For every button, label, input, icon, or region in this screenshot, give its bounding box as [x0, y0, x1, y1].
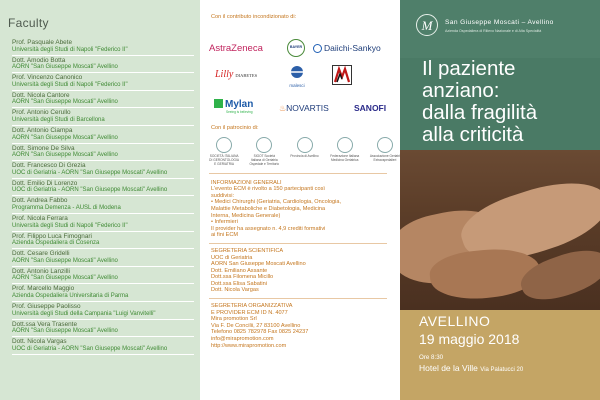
divider — [12, 125, 194, 126]
divider — [209, 173, 387, 174]
daiichi-logo: Daiichi-Sankyo — [313, 43, 381, 53]
text-line: info@mirapromotion.com — [211, 336, 274, 343]
emblem-icon — [297, 137, 313, 153]
text-line: Interna, Medicina Generale) — [211, 212, 281, 219]
faculty-name: Prof. Nicola Ferrara — [12, 214, 68, 222]
organizzativa-heading-2: E PROVIDER ECM ID N. 4077 — [211, 309, 288, 316]
event-venue: Hotel de la Ville Via Palatucci 20 — [419, 363, 524, 373]
text-line: ai fini ECM — [211, 232, 239, 239]
faculty-name: Prof. Vincenzo Canonico — [12, 74, 83, 82]
divider — [12, 107, 194, 108]
patrocinio-label: Provincia di Avellino — [290, 154, 319, 159]
patrocinio-logos — [209, 137, 400, 166]
emblem-icon — [377, 137, 393, 153]
malesci-logo: malesci — [285, 65, 309, 85]
text-line: UOC di Geriatria — [211, 254, 253, 261]
list-item — [7, 285, 200, 302]
divider — [12, 336, 194, 337]
hospital-name: San Giuseppe Moscati – Avellino — [445, 19, 554, 26]
faculty-name: Dott. Antonio Ciampa — [12, 126, 73, 134]
faculty-affiliation: Programma Demenza - AUSL di Modena — [12, 204, 121, 211]
sanofi-logo: SANOFI — [354, 102, 387, 113]
text-line: • Infermieri — [211, 219, 238, 226]
text-line: • Medici Chirurghi (Geriatria, Cardiologia, Oncologia, — [211, 199, 342, 206]
emblem-icon — [216, 137, 232, 153]
daiichi-mark-icon — [313, 44, 322, 53]
faculty-affiliation: AORN "San Giuseppe Moscati" Avellino — [12, 328, 118, 335]
list-item — [7, 127, 200, 144]
text-line: Telefono 0825 782978 Fax 0825 24237 — [211, 329, 309, 336]
divider — [12, 266, 194, 267]
faculty-name: Dott. Nicola Vargas — [12, 338, 67, 346]
info-text — [211, 186, 400, 239]
divider — [209, 243, 387, 244]
faculty-name: Prof. Giuseppe Paolisso — [12, 302, 81, 310]
divider — [12, 301, 194, 302]
scientifica-heading: SEGRETERIA SCIENTIFICA — [211, 247, 284, 254]
patrocinio-label: SOCIETÀ ITALIANA DI GERONTOLOGIA E GERIATRIA — [209, 154, 240, 166]
faculty-affiliation: Università degli Studi di Napoli "Federico II" — [12, 81, 128, 88]
list-item — [7, 180, 200, 197]
emblem-icon — [337, 137, 353, 153]
list-item — [7, 321, 200, 338]
faculty-name: Dott. Andrea Fabbo — [12, 197, 68, 205]
faculty-panel — [0, 0, 200, 400]
emblem-icon — [256, 137, 272, 153]
faculty-name: Dott. Cesare Gridelli — [12, 250, 70, 258]
list-item — [7, 215, 200, 232]
list-item — [7, 109, 200, 126]
hospital-subtitle: Azienda Ospedaliera di Rilievo Nazionale e di Alta Specialità — [445, 29, 542, 33]
text-line: Dott.ssa Filomena Micillo — [211, 274, 274, 281]
faculty-name: Prof. Marcello Maggio — [12, 285, 75, 293]
event-date: 19 maggio 2018 — [419, 331, 520, 347]
info-panel — [200, 0, 400, 400]
list-item — [7, 39, 200, 56]
faculty-list — [7, 39, 200, 355]
patrocinio-item — [209, 137, 239, 166]
faculty-affiliation: AORN "San Giuseppe Moscati" Avellino — [12, 275, 118, 282]
list-item — [7, 303, 200, 320]
patrocinio-label: Associazione Geriatri Extraospedalieri — [369, 154, 400, 162]
divider — [12, 178, 194, 179]
list-item — [7, 233, 200, 250]
faculty-affiliation: Azienda Ospedaliera di Cosenza — [12, 240, 100, 247]
faculty-name: Dott.ssa Vera Trasente — [12, 320, 78, 328]
faculty-affiliation: UOC di Geriatria - AORN "San Giuseppe Moscati" Avellino — [12, 187, 168, 194]
divider — [12, 231, 194, 232]
text-line: Il provider ha assegnato n. 4,9 crediti formativi — [211, 225, 326, 232]
divider — [12, 354, 194, 355]
cover-photo — [400, 150, 600, 310]
divider — [12, 55, 194, 56]
faculty-affiliation: Università degli Studi di Barcellona — [12, 116, 105, 123]
divider — [12, 319, 194, 320]
faculty-name: Prof. Pasquale Abete — [12, 39, 73, 46]
event-time: Ore 8:30 — [419, 354, 444, 361]
faculty-name: Dott. Emilio Di Lorenzo — [12, 179, 78, 187]
divider — [12, 72, 194, 73]
event-place: AVELLINO — [419, 313, 491, 329]
text-line: Dott. Emiliano Assante — [211, 267, 268, 274]
list-item — [7, 57, 200, 74]
faculty-affiliation: UOC di Geriatria - AORN "San Giuseppe Moscati" Avellino — [12, 169, 168, 176]
sponsors-heading: Con il contributo incondizionato di: — [211, 14, 297, 20]
faculty-affiliation: UOC di Geriatria - AORN "San Giuseppe Moscati" Avellino — [12, 345, 168, 352]
patrocinio-item — [330, 137, 360, 166]
divider — [12, 90, 194, 91]
list-item — [7, 268, 200, 285]
faculty-affiliation: AORN "San Giuseppe Moscati" Avellino — [12, 152, 118, 159]
list-item — [7, 74, 200, 91]
divider — [12, 195, 194, 196]
sponsor-logos — [209, 21, 400, 121]
text-line: suddivisi: — [211, 192, 235, 199]
text-line: Mira promotion Srl — [211, 316, 257, 323]
patrocinio-item — [370, 137, 400, 166]
text-line: Dott. Nicola Vargas — [211, 287, 259, 294]
faculty-affiliation: AORN "San Giuseppe Moscati" Avellino — [12, 64, 118, 71]
faculty-name: Dott. Francesco Di Grezia — [12, 162, 86, 170]
divider — [12, 248, 194, 249]
scientifica-text — [211, 255, 400, 295]
text-line: L'evento ECM è rivolto a 150 partecipanti così — [211, 186, 325, 193]
divider — [12, 160, 194, 161]
divider — [12, 143, 194, 144]
divider — [12, 213, 194, 214]
organizzativa-text — [211, 316, 400, 349]
patrocinio-item — [249, 137, 279, 166]
faculty-name: Dott. Simone De Silva — [12, 144, 75, 152]
divider — [209, 298, 387, 299]
faculty-affiliation: Azienda Ospedaliera Universitaria di Parma — [12, 292, 129, 299]
faculty-affiliation: Università degli Studi della Campania "Luigi Vanvitelli" — [12, 310, 156, 317]
hospital-logo: M — [416, 14, 438, 36]
astrazeneca-logo: AstraZeneca — [209, 42, 263, 54]
faculty-name: Prof. Filippo Luca Fimognari — [12, 232, 92, 240]
mylan-mark-icon — [214, 99, 223, 108]
cover-panel — [400, 0, 600, 400]
patrocinio-item — [289, 137, 319, 166]
faculty-affiliation: AORN "San Giuseppe Moscati" Avellino — [12, 99, 118, 106]
list-item — [7, 92, 200, 109]
faculty-affiliation: Università degli Studi di Napoli "Federico II" — [12, 222, 128, 229]
text-line: Malattie Metaboliche e Diabetologia, Medicina — [211, 205, 326, 212]
lilly-logo: Lilly DIABETES — [215, 68, 258, 80]
faculty-name: Dott. Antonio Lanzilli — [12, 267, 70, 275]
organizzativa-heading: SEGRETERIA ORGANIZZATIVA — [211, 303, 293, 310]
patrocinio-label: Federazione Italiana Medicina Geriatrica — [330, 154, 360, 162]
list-item — [7, 145, 200, 162]
patrocinio-heading: Con il patrocinio di: — [211, 124, 259, 131]
text-line: Dott.ssa Elisa Sabatini — [211, 280, 267, 287]
list-item — [7, 250, 200, 267]
faculty-heading: Faculty — [8, 16, 49, 30]
menarini-logo — [332, 65, 352, 85]
list-item — [7, 162, 200, 179]
novartis-logo: ♨NOVARTIS — [279, 102, 329, 113]
bayer-logo: BAYER — [287, 39, 305, 57]
divider — [12, 283, 194, 284]
event-title: Il paziente anziano: dalla fragilità alla criticità — [422, 57, 538, 146]
list-item — [7, 197, 200, 214]
faculty-affiliation: AORN "San Giuseppe Moscati" Avellino — [12, 134, 118, 141]
text-line: Via F. De Concilii, 27 83100 Avellino — [211, 322, 301, 329]
faculty-affiliation: AORN "San Giuseppe Moscati" Avellino — [12, 257, 118, 264]
faculty-name: Prof. Antonio Cerullo — [12, 109, 71, 117]
list-item — [7, 338, 200, 355]
patrocinio-label: SIGOT Società Italiana di Geriatria Ospedale e Territorio — [249, 154, 280, 166]
text-line: http://www.mirapromotion.com — [211, 342, 287, 349]
mylan-logo: Mylan Seeing is believing — [214, 99, 253, 114]
text-line: AORN San Giuseppe Moscati Avellino — [211, 261, 306, 268]
novartis-flame-icon: ♨ — [279, 103, 287, 113]
faculty-affiliation: Università degli Studi di Napoli "Federico II" — [12, 46, 128, 53]
faculty-name: Dott. Nicola Cantore — [12, 91, 70, 99]
info-heading: INFORMAZIONI GENERALI — [211, 179, 282, 186]
faculty-name: Dott. Amodio Botta — [12, 56, 66, 64]
